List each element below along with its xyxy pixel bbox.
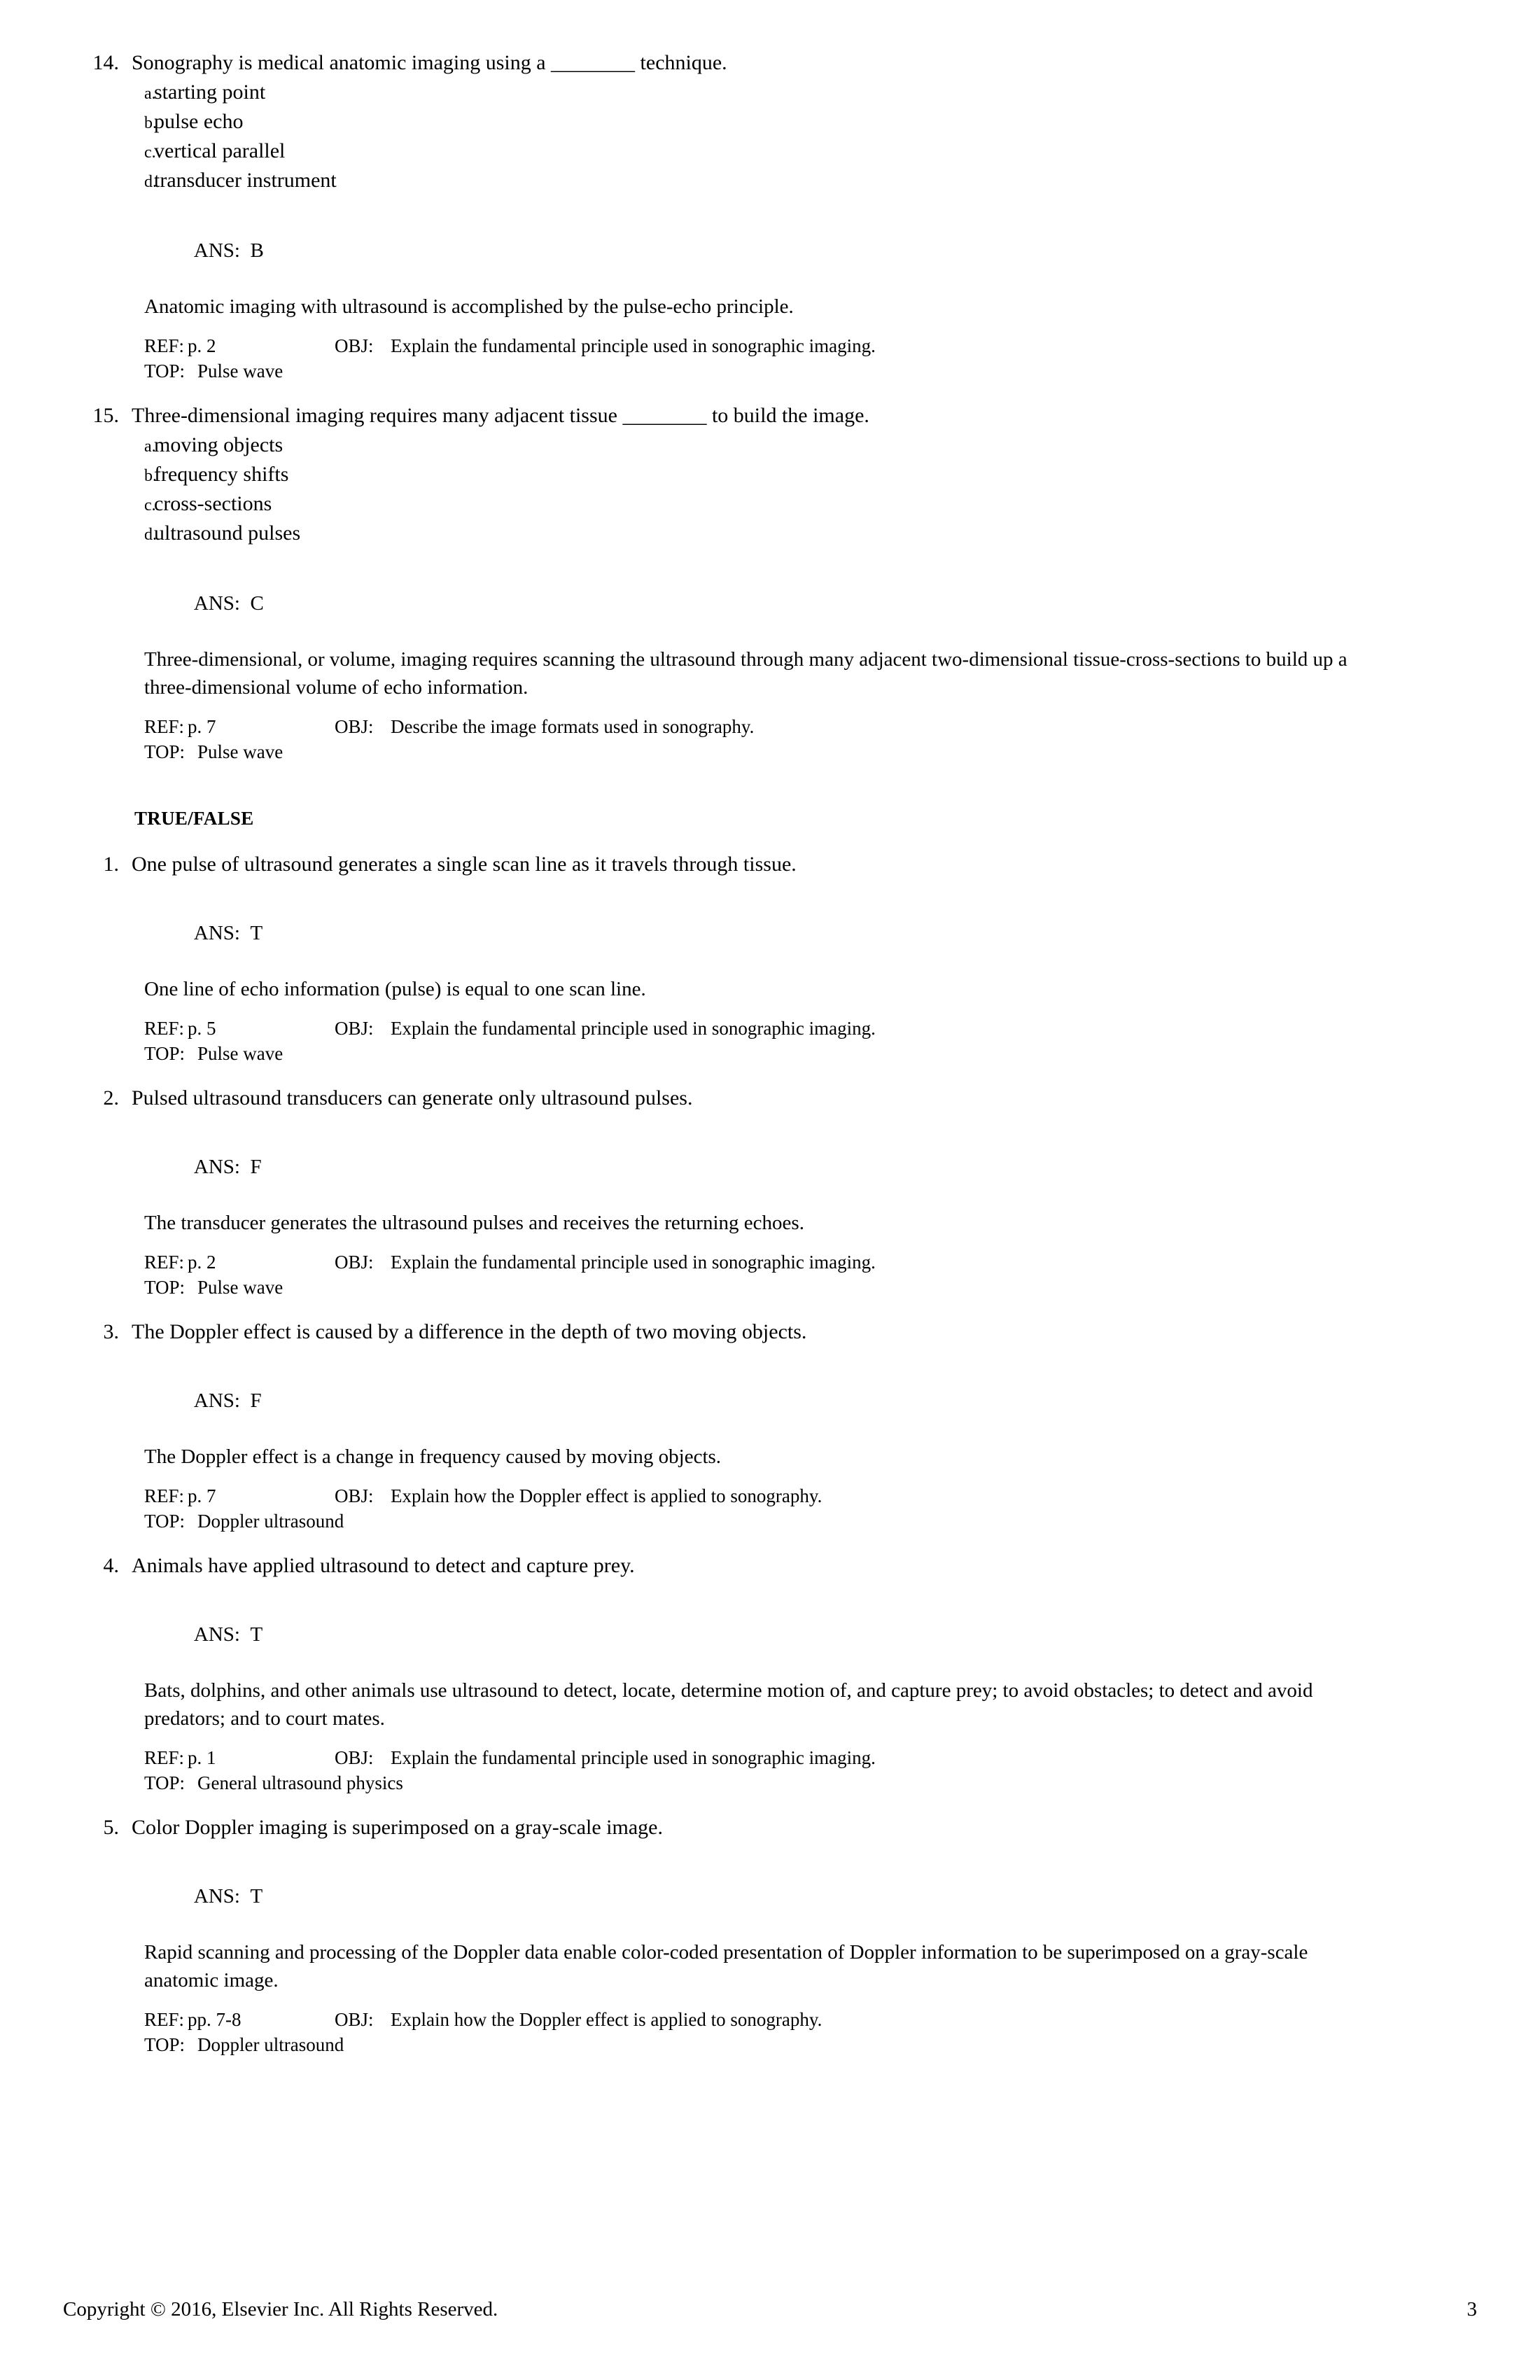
answer-value: F — [250, 1390, 262, 1412]
metadata-ref-obj-row — [144, 1016, 1463, 1041]
top-label: TOP: — [144, 1277, 186, 1298]
obj-label: OBJ: — [335, 716, 374, 737]
answer-label: ANS: — [193, 1390, 240, 1412]
ref-label: REF: — [144, 716, 185, 737]
obj-value: Explain how the Doppler effect is applied to sonography. — [391, 1485, 822, 1506]
ref-value: p. 5 — [188, 1018, 216, 1039]
question-stem-row — [77, 1814, 1463, 1842]
top-value: Pulse wave — [197, 741, 284, 762]
top-value: Pulse wave — [197, 1043, 284, 1064]
question-stem-row — [77, 850, 1463, 878]
ref-value: pp. 7-8 — [188, 2009, 241, 2030]
answer-rationale: One line of echo information (pulse) is equal to one scan line. — [144, 978, 646, 1000]
question-text: Sonography is medical anatomic imaging using a ________ technique. — [132, 51, 727, 74]
question-metadata — [77, 1250, 1463, 1300]
question-number: 5. — [103, 1816, 119, 1839]
metadata-top-row — [144, 1275, 1463, 1300]
answer-line — [144, 891, 1463, 975]
metadata-top-row — [144, 2032, 1463, 2057]
question-metadata — [77, 1016, 1463, 1066]
obj-label: OBJ: — [335, 1485, 374, 1506]
question-number: 2. — [103, 1086, 119, 1110]
top-value: Doppler ultrasound — [197, 2034, 344, 2055]
answer-value: T — [250, 922, 263, 944]
obj-value: Explain how the Doppler effect is applied to sonography. — [391, 2009, 822, 2030]
metadata-ref-obj-row — [144, 714, 1463, 739]
metadata-top-row — [144, 1508, 1463, 1534]
answer-line — [144, 1359, 1463, 1443]
question-number: 4. — [103, 1554, 119, 1577]
answer-value: C — [250, 592, 264, 615]
choice-option[interactable] — [77, 461, 1463, 490]
obj-label: OBJ: — [335, 1018, 374, 1039]
question-stem-row — [77, 402, 1463, 430]
question-metadata — [77, 2007, 1463, 2057]
copyright-notice: Copyright © 2016, Elsevier Inc. All Rights Reserved. — [63, 2298, 498, 2320]
answer-value: B — [250, 239, 264, 262]
answer-line — [144, 209, 1463, 293]
page-footer — [63, 2298, 1477, 2321]
metadata-ref-obj-row — [144, 1250, 1463, 1275]
question-text: Three-dimensional imaging requires many adjacent tissue ________ to build the image. — [132, 404, 869, 427]
obj-value: Explain the fundamental principle used in sonographic imaging. — [391, 1747, 876, 1768]
answer-value: F — [250, 1156, 262, 1178]
obj-value: Explain the fundamental principle used in sonographic imaging. — [391, 335, 876, 356]
metadata-top-row — [144, 739, 1463, 764]
top-label: TOP: — [144, 741, 186, 762]
answer-rationale: Bats, dolphins, and other animals use ultrasound to detect, locate, determine motion of, and capture prey; to avoid obstacles; to detect and avoid predators; and to court mates. — [144, 1679, 1313, 1730]
question-item — [77, 49, 1463, 384]
question-text: One pulse of ultrasound generates a single scan line as it travels through tissue. — [132, 853, 797, 876]
choice-text: vertical parallel — [154, 139, 286, 162]
question-stem-row — [77, 49, 1463, 77]
question-item — [77, 1552, 1463, 1795]
top-label: TOP: — [144, 1772, 186, 1793]
choice-letter: b. — [144, 467, 157, 485]
choice-text: transducer instrument — [154, 169, 337, 192]
answer-label: ANS: — [193, 1885, 240, 1907]
metadata-ref-obj-row — [144, 1483, 1463, 1508]
top-value: Doppler ultrasound — [197, 1511, 344, 1532]
answer-label: ANS: — [193, 1156, 240, 1178]
top-label: TOP: — [144, 360, 186, 382]
answer-choices — [77, 431, 1463, 549]
question-item — [77, 402, 1463, 764]
metadata-ref-obj-row — [144, 333, 1463, 358]
answer-rationale: Three-dimensional, or volume, imaging requires scanning the ultrasound through many adjacent two-dimensional tissue-cross-sections to build up a three-dimensional volume of echo information. — [144, 648, 1348, 699]
choice-text: cross-sections — [154, 492, 272, 515]
question-item — [77, 850, 1463, 1066]
obj-value: Explain the fundamental principle used in sonographic imaging. — [391, 1252, 876, 1273]
answer-block — [77, 209, 1463, 321]
metadata-top-row — [144, 1041, 1463, 1066]
choice-letter: c. — [144, 496, 156, 514]
metadata-top-row — [144, 1770, 1463, 1795]
choice-text: frequency shifts — [154, 463, 289, 486]
choice-option[interactable] — [77, 78, 1463, 108]
question-number: 14. — [92, 51, 119, 74]
ref-label: REF: — [144, 1485, 185, 1506]
question-item — [77, 1084, 1463, 1300]
choice-text: starting point — [154, 80, 266, 104]
answer-block — [77, 561, 1463, 701]
top-label: TOP: — [144, 1043, 186, 1064]
choice-letter: c. — [144, 144, 156, 162]
choice-option[interactable] — [77, 490, 1463, 519]
answer-value: T — [250, 1623, 263, 1646]
ref-label: REF: — [144, 1252, 185, 1273]
choice-letter: d. — [144, 173, 157, 191]
ref-value: p. 2 — [188, 335, 216, 356]
answer-rationale: The transducer generates the ultrasound pulses and receives the returning echoes. — [144, 1212, 804, 1234]
choice-option[interactable] — [77, 137, 1463, 167]
choice-option[interactable] — [77, 167, 1463, 196]
choice-option[interactable] — [77, 108, 1463, 137]
top-value: Pulse wave — [197, 360, 284, 382]
answer-value: T — [250, 1885, 263, 1907]
question-metadata — [77, 1745, 1463, 1795]
top-label: TOP: — [144, 1511, 186, 1532]
metadata-ref-obj-row — [144, 1745, 1463, 1770]
question-text: The Doppler effect is caused by a difference in the depth of two moving objects. — [132, 1320, 807, 1343]
choice-option[interactable] — [77, 431, 1463, 461]
obj-label: OBJ: — [335, 1747, 374, 1768]
ref-label: REF: — [144, 335, 185, 356]
section-heading: TRUE/FALSE — [134, 808, 254, 829]
answer-label: ANS: — [193, 239, 240, 262]
question-stem-row — [77, 1552, 1463, 1580]
question-number: 15. — [92, 404, 119, 427]
answer-block — [77, 891, 1463, 1003]
top-value: General ultrasound physics — [197, 1772, 403, 1793]
question-stem-row — [77, 1318, 1463, 1346]
ref-value: p. 7 — [188, 1485, 216, 1506]
answer-label: ANS: — [193, 1623, 240, 1646]
ref-value: p. 1 — [188, 1747, 216, 1768]
question-metadata — [77, 1483, 1463, 1534]
question-stem-row — [77, 1084, 1463, 1112]
question-metadata — [77, 333, 1463, 384]
metadata-ref-obj-row — [144, 2007, 1463, 2032]
ref-value: p. 7 — [188, 716, 216, 737]
answer-block — [77, 1359, 1463, 1471]
answer-rationale: Anatomic imaging with ultrasound is accomplished by the pulse-echo principle. — [144, 295, 794, 318]
question-text: Color Doppler imaging is superimposed on a gray-scale image. — [132, 1816, 663, 1839]
question-item — [77, 1814, 1463, 2057]
obj-label: OBJ: — [335, 2009, 374, 2030]
top-label: TOP: — [144, 2034, 186, 2055]
ref-value: p. 2 — [188, 1252, 216, 1273]
answer-block — [77, 1854, 1463, 1994]
question-number: 3. — [103, 1320, 119, 1343]
question-item — [77, 1318, 1463, 1534]
answer-rationale: The Doppler effect is a change in frequency caused by moving objects. — [144, 1446, 722, 1468]
obj-label: OBJ: — [335, 1252, 374, 1273]
choice-letter: a. — [144, 438, 156, 456]
answer-line — [144, 1854, 1463, 1938]
ref-label: REF: — [144, 1018, 185, 1039]
answer-label: ANS: — [193, 922, 240, 944]
answer-line — [144, 1125, 1463, 1209]
question-text: Animals have applied ultrasound to detect and capture prey. — [132, 1554, 635, 1577]
obj-label: OBJ: — [335, 335, 374, 356]
answer-label: ANS: — [193, 592, 240, 615]
answer-block — [77, 1592, 1463, 1732]
question-metadata — [77, 714, 1463, 764]
ref-label: REF: — [144, 1747, 185, 1768]
page-number: 3 — [1466, 2298, 1477, 2320]
question-text: Pulsed ultrasound transducers can generate only ultrasound pulses. — [132, 1086, 693, 1110]
answer-rationale: Rapid scanning and processing of the Doppler data enable color-coded presentation of Doppler information to be superimposed on a gray-scale anatomic image. — [144, 1941, 1308, 1991]
question-number: 1. — [103, 853, 119, 876]
choice-option[interactable] — [77, 519, 1463, 549]
answer-choices — [77, 78, 1463, 196]
answer-block — [77, 1125, 1463, 1237]
obj-value: Describe the image formats used in sonography. — [391, 716, 755, 737]
answer-line — [144, 1592, 1463, 1676]
top-value: Pulse wave — [197, 1277, 284, 1298]
choice-letter: b. — [144, 114, 157, 132]
ref-label: REF: — [144, 2009, 185, 2030]
metadata-top-row — [144, 358, 1463, 384]
choice-text: ultrasound pulses — [154, 522, 301, 545]
choice-letter: a. — [144, 85, 156, 103]
obj-value: Explain the fundamental principle used in sonographic imaging. — [391, 1018, 876, 1039]
choice-text: moving objects — [154, 433, 284, 456]
page-content — [77, 49, 1463, 2057]
choice-letter: d. — [144, 526, 157, 544]
choice-text: pulse echo — [154, 110, 244, 133]
answer-line — [144, 561, 1463, 645]
